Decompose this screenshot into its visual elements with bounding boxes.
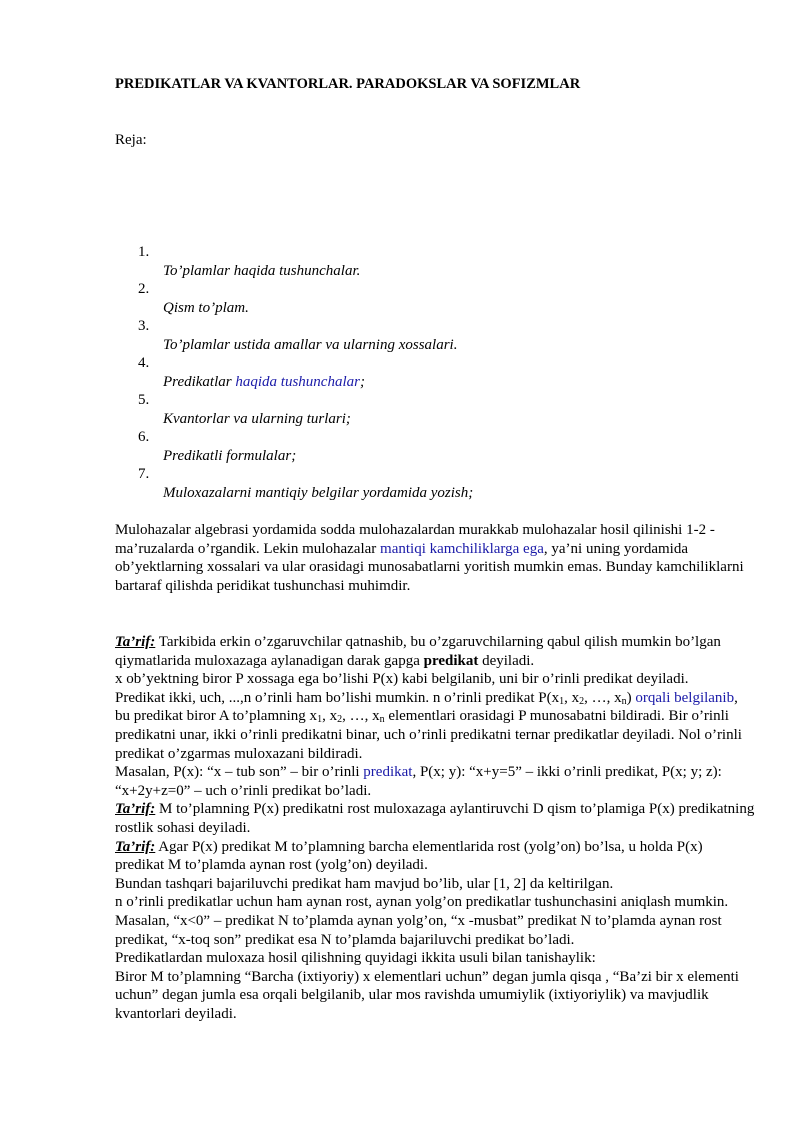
definition-label: Ta’rif: xyxy=(115,801,156,818)
subscript: n xyxy=(379,714,385,726)
plan-list xyxy=(115,243,755,502)
plan-item-text: To’plamlar ustida amallar va ularning xossalari. xyxy=(163,337,458,353)
body-link[interactable]: predikat xyxy=(363,764,413,781)
term-predikat: predikat xyxy=(423,652,479,669)
plan-item xyxy=(115,280,755,317)
plan-item-text: Kvantorlar va ularning turlari; xyxy=(163,411,351,427)
definition-label: Ta’rif: xyxy=(115,634,156,650)
body-line: Bundan tashqari bajariluvchi predikat ham mavjud bo’lib, ular [1, 2] da keltirilgan. xyxy=(115,875,614,892)
body-text: elementlari orasidagi P munosabatni bildiradi. Bir o’rinli predikatni unar, ikki o’rinli predikatni binar, uch o’rinli predikatni ternar predikatlar deyiladi. Nol o’rinli predikat o’zgarmas muloxazani bildiradi. xyxy=(115,708,742,762)
plan-item xyxy=(115,428,755,465)
plan-item-link[interactable]: haqida tushunchalar xyxy=(235,374,360,390)
intro-text: , ya’ni uning yordamida ob’yektlarning xossalari va ular orasidagi munosabatlarni yoritish mumkin emas. Bunday kamchiliklarni bartaraf qilishda peridikat tushunchasi muhimdir. xyxy=(115,540,744,594)
plan-item-number: 3. xyxy=(138,318,150,334)
definitions-section xyxy=(115,633,755,1023)
plan-item xyxy=(115,354,755,391)
body-text: ) xyxy=(626,689,636,706)
body-text: , x xyxy=(322,708,338,725)
subscript: 1 xyxy=(317,714,323,726)
body-text: Predikat ikki, uch, ...,n o’rinli ham bo’lishi mumkin. n o’rinli predikat P(x xyxy=(115,689,560,706)
definition-text: Tarkibida erkin o’zgaruvchilar qatnashib, bu o’zgaruvchilarning qabul qilish mumkin bo’lgan qiymatlarida muloxazaga aylanadigan darak gapga xyxy=(115,634,721,669)
plan-item-number: 5. xyxy=(138,392,150,408)
body-line: Predikatlardan muloxaza hosil qilishning quyidagi ikkita usuli bilan tanishaylik: xyxy=(115,950,596,967)
body-line: x ob’yektning biror P xossaga ega bo’lishi P(x) kabi belgilanib, uni bir o’rinli predikat deyiladi. xyxy=(115,671,689,688)
example-line xyxy=(115,763,755,800)
plan-item-number: 2. xyxy=(138,281,150,297)
definition-identically-true xyxy=(115,838,755,875)
definition-text: Agar P(x) predikat M to’plamning barcha elementlarida rost (yolg’on) bo’lsa, u holda P(x) predikat M to’plamda aynan rost (yolg’on) deyiladi. xyxy=(115,838,703,874)
plan-item-text: To’plamlar haqida tushunchalar. xyxy=(163,263,361,279)
plan-item-text: Qism to’plam. xyxy=(163,300,249,316)
definition-label: Ta’rif: xyxy=(115,838,156,855)
body-text: , …, x xyxy=(342,708,380,725)
body-text: , bu predikat biror A to’plamning x xyxy=(115,689,738,725)
subscript: 1 xyxy=(559,695,565,707)
body-text: , x xyxy=(564,689,580,706)
plan-item xyxy=(115,391,755,428)
body-line: n o’rinli predikatlar uchun ham aynan rost, aynan yolg’on predikatlar tushunchasini aniqlash mumkin. xyxy=(115,894,729,911)
subscript: 2 xyxy=(337,714,343,726)
subscript: n xyxy=(621,695,627,707)
body-line: Masalan, “x<0” – predikat N to’plamda aynan yolg’on, “x -musbat” predikat N to’plamda aynan rost predikat, “x-toq son” predikat esa N to’plamda bajariluvchi predikat bo’ladi. xyxy=(115,912,722,948)
intro-paragraph xyxy=(115,521,755,595)
plan-item-text: Muloxazalarni mantiqiy belgilar yordamida yozish; xyxy=(163,485,474,501)
intro-link[interactable]: mantiqi kamchiliklarga ega xyxy=(380,540,544,557)
body-line: Biror M to’plamning “Barcha (ixtiyoriy) x elementlari uchun” degan jumla qisqa , “Ba’zi bir x elementi uchun” degan jumla esa orqali belgilanib, ular mos ravishda umumiylik (ixtiyoriylik) va mavjudlik kvantorlari deyiladi. xyxy=(115,968,739,1022)
body-text: , …, x xyxy=(584,689,622,706)
definition-truth-domain xyxy=(115,800,755,837)
body-link[interactable]: orqali belgilanib xyxy=(635,689,735,706)
body-text: Masalan, P(x): “x – tub son” – bir o’rinli xyxy=(115,764,364,781)
plan-item-text-part: Predikatlar xyxy=(163,374,236,390)
definition-text: deyiladi. xyxy=(478,652,535,669)
intro-text: Mulohazalar algebrasi yordamida sodda mulohazalardan murakkab mulohazalar hosil qilinishi 1-2 - ma’ruzalarda o’rgandik. Lekin mulohazalar xyxy=(115,522,715,557)
plan-item-number: 7. xyxy=(138,466,150,482)
document-title: PREDIKATLAR VA KVANTORLAR. PARADOKSLAR VA SOFIZMLAR xyxy=(115,76,581,92)
definition-predicate xyxy=(115,633,755,670)
plan-item-text: Predikatli formulalar; xyxy=(163,448,297,464)
body-line-n-place xyxy=(115,689,755,763)
plan-item-number: 1. xyxy=(138,244,150,260)
definition-text: M to’plamning P(x) predikatni rost muloxazaga aylantiruvchi D qism to’plamiga P(x) predikatning rostlik sohasi deyiladi. xyxy=(115,801,755,836)
plan-item-text xyxy=(163,373,365,392)
plan-item-text-part: ; xyxy=(359,374,365,390)
plan-item xyxy=(115,465,755,502)
subscript: 2 xyxy=(579,695,585,707)
plan-item-number: 6. xyxy=(138,429,150,445)
plan-heading: Reja: xyxy=(115,132,147,148)
plan-item xyxy=(115,243,755,280)
plan-item-number: 4. xyxy=(138,355,150,371)
plan-item xyxy=(115,317,755,354)
body-text: , P(x; y): “x+y=5” – ikki o’rinli predikat, P(x; y; z): “x+2y+z=0” – uch o’rinli predikat bo’ladi. xyxy=(115,764,722,799)
